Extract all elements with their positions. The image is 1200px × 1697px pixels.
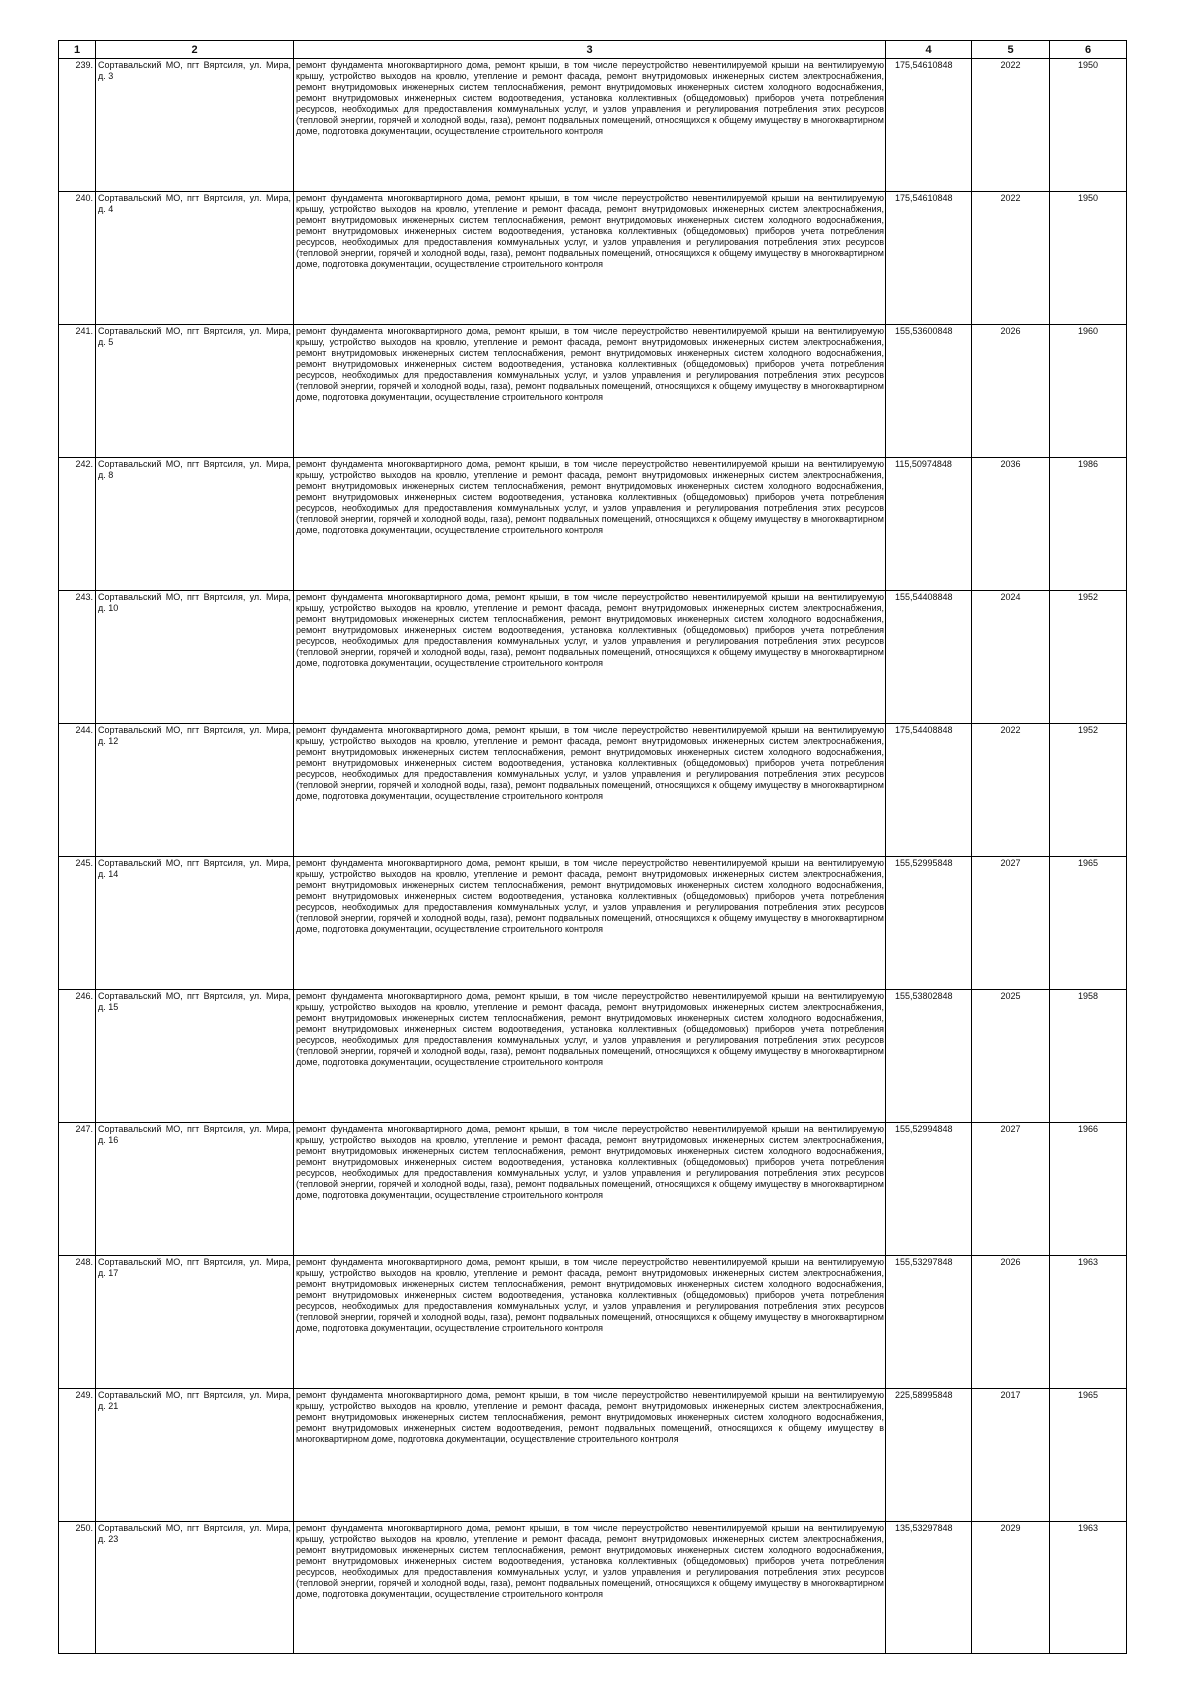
address-cell: Сортавальский МО, пгт Вяртсиля, ул. Мира, д. 15 xyxy=(96,990,294,1123)
value-cell: 155,53802848 xyxy=(886,990,972,1123)
value-cell: 155,53297848 xyxy=(886,1256,972,1389)
column-header-3: 3 xyxy=(294,41,886,59)
value-cell: 175,54610848 xyxy=(886,59,972,192)
address-cell: Сортавальский МО, пгт Вяртсиля, ул. Мира, д. 12 xyxy=(96,724,294,857)
value-cell: 175,54610848 xyxy=(886,192,972,325)
year-cell: 2025 xyxy=(972,990,1050,1123)
row-number: 249. xyxy=(59,1389,96,1522)
table-row xyxy=(59,1522,1127,1654)
year-cell: 2022 xyxy=(972,59,1050,192)
row-number: 247. xyxy=(59,1123,96,1256)
works-cell: ремонт фундамента многоквартирного дома, ремонт крыши, в том числе переустройство невентилируемой крыши на вентилируемую крышу, устройство выходов на кровлю, утепление и ремонт фасада, ремонт внутридомовых инженерных систем электроснабжения, ремонт внутридомовых инженерных систем теплоснабжения, ремонт внутридомовых инженерных систем холодного водоснабжения, ремонт внутридомовых инженерных систем водоотведения, установка коллективных (общедомовых) приборов учета потребления ресурсов, необходимых для предоставления коммунальных услуг, и узлов управления и регулирования потребления этих ресурсов (тепловой энергии, горячей и холодной воды, газа), ремонт подвальных помещений, относящихся к общему имуществу в многоквартирном доме, подготовка документации, осуществление строительного контроля xyxy=(294,59,886,192)
year-cell: 2036 xyxy=(972,458,1050,591)
row-number: 241. xyxy=(59,325,96,458)
year-cell: 2022 xyxy=(972,192,1050,325)
repair-register-table xyxy=(58,40,1127,1654)
row-number: 245. xyxy=(59,857,96,990)
table-row xyxy=(59,990,1127,1123)
built-year-cell: 1986 xyxy=(1050,458,1127,591)
built-year-cell: 1950 xyxy=(1050,59,1127,192)
works-cell: ремонт фундамента многоквартирного дома, ремонт крыши, в том числе переустройство невентилируемой крыши на вентилируемую крышу, устройство выходов на кровлю, утепление и ремонт фасада, ремонт внутридомовых инженерных систем электроснабжения, ремонт внутридомовых инженерных систем теплоснабжения, ремонт внутридомовых инженерных систем холодного водоснабжения, ремонт внутридомовых инженерных систем водоотведения, установка коллективных (общедомовых) приборов учета потребления ресурсов, необходимых для предоставления коммунальных услуг, и узлов управления и регулирования потребления этих ресурсов (тепловой энергии, горячей и холодной воды, газа), ремонт подвальных помещений, относящихся к общему имуществу в многоквартирном доме, подготовка документации, осуществление строительного контроля xyxy=(294,857,886,990)
works-cell: ремонт фундамента многоквартирного дома, ремонт крыши, в том числе переустройство невентилируемой крыши на вентилируемую крышу, устройство выходов на кровлю, утепление и ремонт фасада, ремонт внутридомовых инженерных систем электроснабжения, ремонт внутридомовых инженерных систем теплоснабжения, ремонт внутридомовых инженерных систем холодного водоснабжения, ремонт внутридомовых инженерных систем водоотведения, установка коллективных (общедомовых) приборов учета потребления ресурсов, необходимых для предоставления коммунальных услуг, и узлов управления и регулирования потребления этих ресурсов (тепловой энергии, горячей и холодной воды, газа), ремонт подвальных помещений, относящихся к общему имуществу в многоквартирном доме, подготовка документации, осуществление строительного контроля xyxy=(294,1522,886,1654)
row-number: 239. xyxy=(59,59,96,192)
address-cell: Сортавальский МО, пгт Вяртсиля, ул. Мира, д. 23 xyxy=(96,1522,294,1654)
value-cell: 155,54408848 xyxy=(886,591,972,724)
year-cell: 2026 xyxy=(972,325,1050,458)
year-cell: 2017 xyxy=(972,1389,1050,1522)
address-cell: Сортавальский МО, пгт Вяртсиля, ул. Мира, д. 3 xyxy=(96,59,294,192)
address-cell: Сортавальский МО, пгт Вяртсиля, ул. Мира, д. 21 xyxy=(96,1389,294,1522)
row-number: 243. xyxy=(59,591,96,724)
table-row xyxy=(59,724,1127,857)
works-cell: ремонт фундамента многоквартирного дома, ремонт крыши, в том числе переустройство невентилируемой крыши на вентилируемую крышу, устройство выходов на кровлю, утепление и ремонт фасада, ремонт внутридомовых инженерных систем электроснабжения, ремонт внутридомовых инженерных систем теплоснабжения, ремонт внутридомовых инженерных систем холодного водоснабжения, ремонт внутридомовых инженерных систем водоотведения, установка коллективных (общедомовых) приборов учета потребления ресурсов, необходимых для предоставления коммунальных услуг, и узлов управления и регулирования потребления этих ресурсов (тепловой энергии, горячей и холодной воды, газа), ремонт подвальных помещений, относящихся к общему имуществу в многоквартирном доме, подготовка документации, осуществление строительного контроля xyxy=(294,990,886,1123)
address-cell: Сортавальский МО, пгт Вяртсиля, ул. Мира, д. 8 xyxy=(96,458,294,591)
built-year-cell: 1952 xyxy=(1050,591,1127,724)
value-cell: 175,54408848 xyxy=(886,724,972,857)
year-cell: 2027 xyxy=(972,1123,1050,1256)
table-row xyxy=(59,325,1127,458)
value-cell: 155,53600848 xyxy=(886,325,972,458)
works-cell: ремонт фундамента многоквартирного дома, ремонт крыши, в том числе переустройство невентилируемой крыши на вентилируемую крышу, устройство выходов на кровлю, утепление и ремонт фасада, ремонт внутридомовых инженерных систем электроснабжения, ремонт внутридомовых инженерных систем теплоснабжения, ремонт внутридомовых инженерных систем холодного водоснабжения, ремонт внутридомовых инженерных систем водоотведения, установка коллективных (общедомовых) приборов учета потребления ресурсов, необходимых для предоставления коммунальных услуг, и узлов управления и регулирования потребления этих ресурсов (тепловой энергии, горячей и холодной воды, газа), ремонт подвальных помещений, относящихся к общему имуществу в многоквартирном доме, подготовка документации, осуществление строительного контроля xyxy=(294,192,886,325)
works-cell: ремонт фундамента многоквартирного дома, ремонт крыши, в том числе переустройство невентилируемой крыши на вентилируемую крышу, устройство выходов на кровлю, утепление и ремонт фасада, ремонт внутридомовых инженерных систем электроснабжения, ремонт внутридомовых инженерных систем теплоснабжения, ремонт внутридомовых инженерных систем холодного водоснабжения, ремонт внутридомовых инженерных систем водоотведения, установка коллективных (общедомовых) приборов учета потребления ресурсов, необходимых для предоставления коммунальных услуг, и узлов управления и регулирования потребления этих ресурсов (тепловой энергии, горячей и холодной воды, газа), ремонт подвальных помещений, относящихся к общему имуществу в многоквартирном доме, подготовка документации, осуществление строительного контроля xyxy=(294,458,886,591)
works-cell: ремонт фундамента многоквартирного дома, ремонт крыши, в том числе переустройство невентилируемой крыши на вентилируемую крышу, устройство выходов на кровлю, утепление и ремонт фасада, ремонт внутридомовых инженерных систем электроснабжения, ремонт внутридомовых инженерных систем теплоснабжения, ремонт внутридомовых инженерных систем холодного водоснабжения, ремонт внутридомовых инженерных систем водоотведения, ремонт подвальных помещений, относящихся к общему имуществу в многоквартирном доме, подготовка документации, осуществление строительного контроля xyxy=(294,1389,886,1522)
value-cell: 155,52995848 xyxy=(886,857,972,990)
works-cell: ремонт фундамента многоквартирного дома, ремонт крыши, в том числе переустройство невентилируемой крыши на вентилируемую крышу, устройство выходов на кровлю, утепление и ремонт фасада, ремонт внутридомовых инженерных систем электроснабжения, ремонт внутридомовых инженерных систем теплоснабжения, ремонт внутридомовых инженерных систем холодного водоснабжения, ремонт внутридомовых инженерных систем водоотведения, установка коллективных (общедомовых) приборов учета потребления ресурсов, необходимых для предоставления коммунальных услуг, и узлов управления и регулирования потребления этих ресурсов (тепловой энергии, горячей и холодной воды, газа), ремонт подвальных помещений, относящихся к общему имуществу в многоквартирном доме, подготовка документации, осуществление строительного контроля xyxy=(294,724,886,857)
address-cell: Сортавальский МО, пгт Вяртсиля, ул. Мира, д. 14 xyxy=(96,857,294,990)
works-cell: ремонт фундамента многоквартирного дома, ремонт крыши, в том числе переустройство невентилируемой крыши на вентилируемую крышу, устройство выходов на кровлю, утепление и ремонт фасада, ремонт внутридомовых инженерных систем электроснабжения, ремонт внутридомовых инженерных систем теплоснабжения, ремонт внутридомовых инженерных систем холодного водоснабжения, ремонт внутридомовых инженерных систем водоотведения, установка коллективных (общедомовых) приборов учета потребления ресурсов, необходимых для предоставления коммунальных услуг, и узлов управления и регулирования потребления этих ресурсов (тепловой энергии, горячей и холодной воды, газа), ремонт подвальных помещений, относящихся к общему имуществу в многоквартирном доме, подготовка документации, осуществление строительного контроля xyxy=(294,1256,886,1389)
column-header-2: 2 xyxy=(96,41,294,59)
table-row xyxy=(59,458,1127,591)
year-cell: 2027 xyxy=(972,857,1050,990)
column-header-5: 5 xyxy=(972,41,1050,59)
built-year-cell: 1965 xyxy=(1050,857,1127,990)
header-row xyxy=(59,41,1127,59)
year-cell: 2022 xyxy=(972,724,1050,857)
built-year-cell: 1952 xyxy=(1050,724,1127,857)
column-header-1: 1 xyxy=(59,41,96,59)
built-year-cell: 1966 xyxy=(1050,1123,1127,1256)
table-row xyxy=(59,59,1127,192)
address-cell: Сортавальский МО, пгт Вяртсиля, ул. Мира, д. 10 xyxy=(96,591,294,724)
table-row xyxy=(59,192,1127,325)
address-cell: Сортавальский МО, пгт Вяртсиля, ул. Мира, д. 16 xyxy=(96,1123,294,1256)
row-number: 246. xyxy=(59,990,96,1123)
address-cell: Сортавальский МО, пгт Вяртсиля, ул. Мира, д. 17 xyxy=(96,1256,294,1389)
table-row xyxy=(59,591,1127,724)
value-cell: 115,50974848 xyxy=(886,458,972,591)
row-number: 244. xyxy=(59,724,96,857)
built-year-cell: 1960 xyxy=(1050,325,1127,458)
address-cell: Сортавальский МО, пгт Вяртсиля, ул. Мира, д. 5 xyxy=(96,325,294,458)
row-number: 240. xyxy=(59,192,96,325)
table-row xyxy=(59,1256,1127,1389)
value-cell: 135,53297848 xyxy=(886,1522,972,1654)
works-cell: ремонт фундамента многоквартирного дома, ремонт крыши, в том числе переустройство невентилируемой крыши на вентилируемую крышу, устройство выходов на кровлю, утепление и ремонт фасада, ремонт внутридомовых инженерных систем электроснабжения, ремонт внутридомовых инженерных систем теплоснабжения, ремонт внутридомовых инженерных систем холодного водоснабжения, ремонт внутридомовых инженерных систем водоотведения, установка коллективных (общедомовых) приборов учета потребления ресурсов, необходимых для предоставления коммунальных услуг, и узлов управления и регулирования потребления этих ресурсов (тепловой энергии, горячей и холодной воды, газа), ремонт подвальных помещений, относящихся к общему имуществу в многоквартирном доме, подготовка документации, осуществление строительного контроля xyxy=(294,325,886,458)
year-cell: 2026 xyxy=(972,1256,1050,1389)
row-number: 242. xyxy=(59,458,96,591)
row-number: 248. xyxy=(59,1256,96,1389)
built-year-cell: 1963 xyxy=(1050,1522,1127,1654)
column-header-6: 6 xyxy=(1050,41,1127,59)
table-body xyxy=(59,59,1127,1654)
works-cell: ремонт фундамента многоквартирного дома, ремонт крыши, в том числе переустройство невентилируемой крыши на вентилируемую крышу, устройство выходов на кровлю, утепление и ремонт фасада, ремонт внутридомовых инженерных систем электроснабжения, ремонт внутридомовых инженерных систем теплоснабжения, ремонт внутридомовых инженерных систем холодного водоснабжения, ремонт внутридомовых инженерных систем водоотведения, установка коллективных (общедомовых) приборов учета потребления ресурсов, необходимых для предоставления коммунальных услуг, и узлов управления и регулирования потребления этих ресурсов (тепловой энергии, горячей и холодной воды, газа), ремонт подвальных помещений, относящихся к общему имуществу в многоквартирном доме, подготовка документации, осуществление строительного контроля xyxy=(294,591,886,724)
built-year-cell: 1958 xyxy=(1050,990,1127,1123)
built-year-cell: 1950 xyxy=(1050,192,1127,325)
year-cell: 2029 xyxy=(972,1522,1050,1654)
year-cell: 2024 xyxy=(972,591,1050,724)
value-cell: 225,58995848 xyxy=(886,1389,972,1522)
works-cell: ремонт фундамента многоквартирного дома, ремонт крыши, в том числе переустройство невентилируемой крыши на вентилируемую крышу, устройство выходов на кровлю, утепление и ремонт фасада, ремонт внутридомовых инженерных систем электроснабжения, ремонт внутридомовых инженерных систем теплоснабжения, ремонт внутридомовых инженерных систем холодного водоснабжения, ремонт внутридомовых инженерных систем водоотведения, установка коллективных (общедомовых) приборов учета потребления ресурсов, необходимых для предоставления коммунальных услуг, и узлов управления и регулирования потребления этих ресурсов (тепловой энергии, горячей и холодной воды, газа), ремонт подвальных помещений, относящихся к общему имуществу в многоквартирном доме, подготовка документации, осуществление строительного контроля xyxy=(294,1123,886,1256)
built-year-cell: 1963 xyxy=(1050,1256,1127,1389)
table-header xyxy=(59,41,1127,59)
column-header-4: 4 xyxy=(886,41,972,59)
row-number: 250. xyxy=(59,1522,96,1654)
table-row xyxy=(59,1389,1127,1522)
address-cell: Сортавальский МО, пгт Вяртсиля, ул. Мира, д. 4 xyxy=(96,192,294,325)
table-row xyxy=(59,857,1127,990)
table-row xyxy=(59,1123,1127,1256)
built-year-cell: 1965 xyxy=(1050,1389,1127,1522)
value-cell: 155,52994848 xyxy=(886,1123,972,1256)
